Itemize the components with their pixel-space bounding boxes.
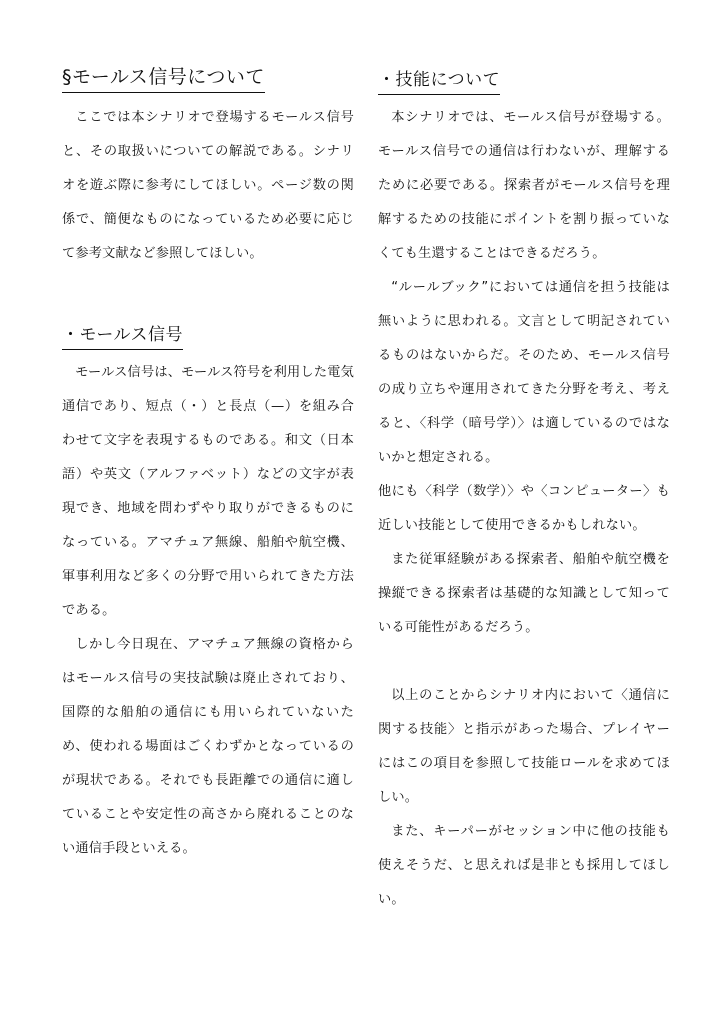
page-title: §モールス信号について [62,62,265,93]
skills-paragraph-1: 本シナリオでは、モールス信号が登場する。モールス信号での通信は行わないが、理解するために必要である。探索者がモールス信号を理解するための技能にポイントを割り振っていなくても生還することはできるだろう。 [378,110,670,261]
spacer [62,271,354,321]
right-column [378,62,670,917]
skills-paragraph-4: また従軍経験がある探索者、船舶や航空機を操縦できる探索者は基礎的な知識として知っている可能性があるだろう。 [378,552,670,635]
section-heading-skills: ・技能について [378,66,500,95]
skills-paragraph-6: また、キーパーがセッション中に他の技能も使えそうだ、と思えれば是非とも採用してほしい。 [378,824,670,907]
intro-paragraph: ここでは本シナリオで登場するモールス信号と、その取扱いについての解説である。シナリオを遊ぶ際に参考にしてほしい。ページ数の関係で、簡便なものになっているため必要に応じて参考文献など参照してほしい。 [62,110,354,261]
morse-paragraph-1: モールス信号は、モールス符号を利用した電気通信であり、短点（・）と長点（—）を組み合わせて文字を表現するものである。和文（日本語）や英文（アルファベット）などの文字が表現でき、地域を問わずやり取りができるものになっている。アマチュア無線、船舶や航空機、軍事利用など多くの分野で用いられてきた方法である。 [62,365,354,618]
skills-paragraph-3: 他にも〈科学（数学）〉や〈コンピューター〉も近しい技能として使用できるかもしれない。 [378,484,670,533]
spacer [378,645,670,679]
skills-paragraph-2: “ルールブック”においては通信を担う技能は無いように思われる。文言として明記されているものはないからだ。そのため、モールス信号の成り立ちや運用されてきた分野を考え、考えると、〈科学（暗号学）〉は適しているのではないかと想定される。 [378,280,670,465]
skills-paragraph-5: 以上のことからシナリオ内において〈通信に関する技能〉と指示があった場合、プレイヤーにはこの項目を参照して技能ロールを求めてほしい。 [378,688,670,805]
section-heading-morse: ・モールス信号 [62,321,183,350]
morse-paragraph-2: しかし今日現在、アマチュア無線の資格からはモールス信号の実技試験は廃止されており、国際的な船舶の通信にも用いられていないため、使われる場面はごくわずかとなっているのが現状である。それでも長距離での通信に適していることや安定性の高さから廃れることのない通信手段といえる。 [62,637,354,856]
left-column [62,62,354,866]
